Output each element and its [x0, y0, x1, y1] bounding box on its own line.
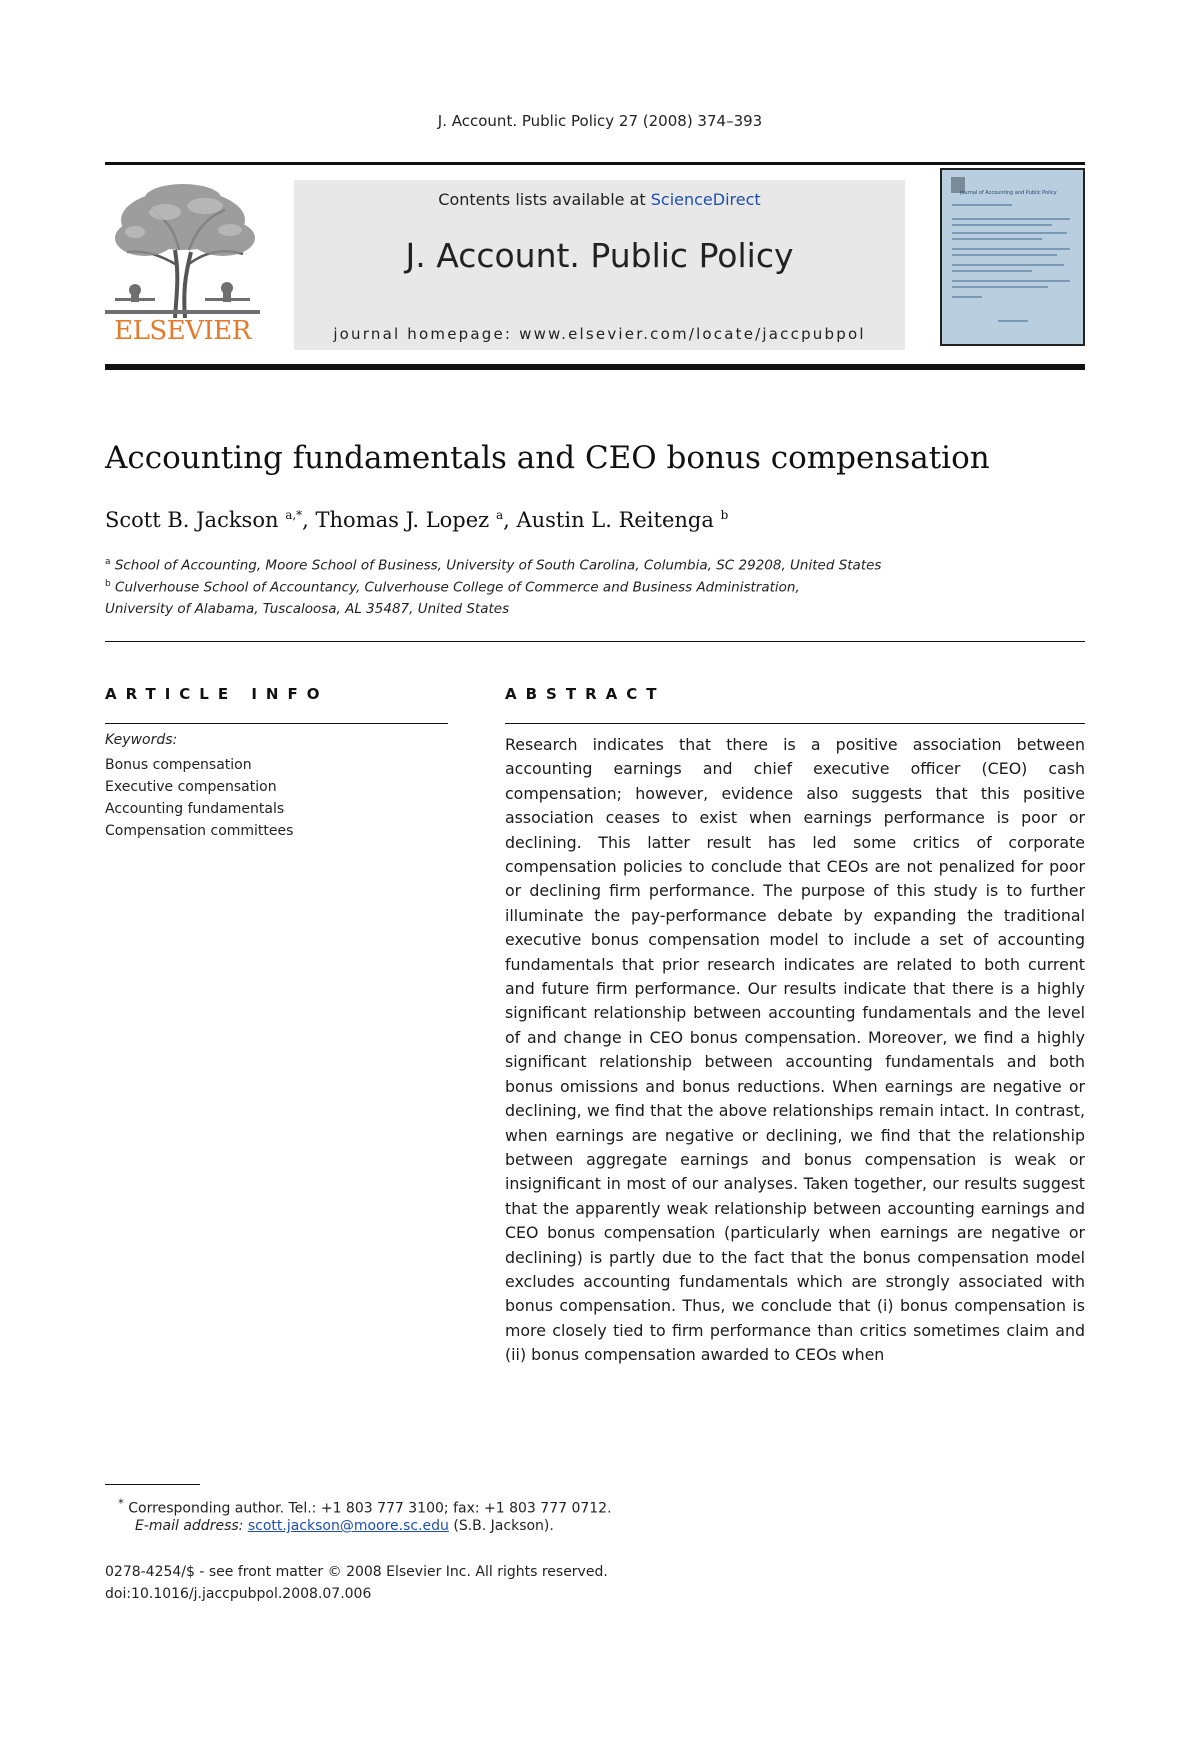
affiliation-mark: b — [105, 579, 111, 589]
journal-homepage-link[interactable]: journal homepage: www.elsevier.com/locate/jaccpubpol — [333, 325, 866, 343]
publisher-logo — [105, 180, 260, 350]
elsevier-tree-icon — [105, 180, 260, 320]
copyright-line: 0278-4254/$ - see front matter © 2008 Elsevier Inc. All rights reserved. — [105, 1564, 608, 1580]
keyword-item: Accounting fundamentals — [105, 801, 285, 817]
cover-title: Journal of Accounting and Public Policy — [960, 190, 1057, 196]
keyword-item: Bonus compensation — [105, 757, 252, 773]
cover-text-line — [952, 232, 1067, 234]
affiliation-mark: a — [105, 557, 111, 567]
cover-text-line — [952, 224, 1052, 226]
keywords-label: Keywords: — [105, 732, 178, 748]
email-footnote — [135, 1518, 1135, 1534]
journal-cover-thumbnail — [940, 168, 1085, 346]
author-affiliation-mark[interactable]: b — [720, 508, 729, 522]
corresponding-author-footnote — [118, 1496, 1118, 1517]
cover-text-line — [952, 238, 1042, 240]
contents-line — [294, 190, 905, 209]
affiliation — [105, 601, 1085, 617]
email-label: E-mail address: — [135, 1518, 248, 1534]
footnote-rule — [105, 1484, 200, 1485]
article-info-heading: ARTICLE INFO — [105, 685, 329, 703]
cover-text-line — [998, 320, 1028, 322]
cover-text-line — [952, 218, 1070, 220]
sciencedirect-link[interactable]: ScienceDirect — [650, 190, 761, 209]
cover-text-line — [952, 264, 1064, 266]
keyword-list — [105, 754, 293, 842]
article-title: Accounting fundamentals and CEO bonus compensation — [105, 440, 990, 476]
affiliation-text: Culverhouse School of Accountancy, Culverhouse College of Commerce and Business Administration, — [115, 579, 800, 596]
keyword-item: Executive compensation — [105, 779, 277, 795]
affiliation-text: School of Accounting, Moore School of Business, University of South Carolina, Columbia, SC 29208, United States — [114, 557, 882, 574]
cover-text-line — [952, 254, 1057, 256]
affiliation — [105, 579, 1085, 596]
cover-text-line — [952, 248, 1070, 250]
running-head: J. Account. Public Policy 27 (2008) 374–393 — [437, 112, 763, 130]
corresponding-author-text: Corresponding author. Tel.: +1 803 777 3100; fax: +1 803 777 0712. — [128, 1500, 612, 1517]
author-separator: , — [302, 508, 316, 532]
cover-text-line — [952, 296, 982, 298]
email-suffix: (S.B. Jackson). — [448, 1518, 554, 1534]
author-name: Thomas J. Lopez — [315, 508, 490, 532]
cover-text-line — [952, 286, 1048, 288]
author-affiliation-mark[interactable]: a,* — [285, 508, 303, 522]
affiliation-text: University of Alabama, Tuscaloosa, AL 35487, United States — [105, 601, 510, 617]
header-top-rule — [105, 162, 1085, 165]
author-name: Scott B. Jackson — [105, 508, 279, 532]
abstract-text: Research indicates that there is a positive association between accounting earnings and chief executive officer (CEO) cash compensation; however, evidence also suggests that this positive association ceases to exist when earnings performance is poor or declining. This latter result has led some critics of corporate compensation policies to conclude that CEOs are not penalized for poor or declining firm performance. The purpose of this study is to further illuminate the pay-performance debate by expanding the traditional executive bonus compensation model to include a set of accounting fundamentals that prior research indicates are related to both current and future firm performance. Our results indicate that there is a highly significant relationship between accounting fundamentals and the level of and change in CEO bonus compensation. Moreover, we find a highly significant relationship between accounting fundamentals and both bonus omissions and bonus reductions. When earnings are negative or declining, we find that the above relationships remain intact. In contrast, when earnings are negative or declining, we find that the relationship between aggregate earnings and bonus compensation is weak or insignificant in most of our analyses. Taken together, our results suggest that the apparently weak relationship between accounting earnings and CEO bonus compensation (particularly when earnings are negative or declining) is partly due to the fact that the bonus compensation model excludes accounting fundamentals which are strongly associated with bonus compensation. Thus, we conclude that (i) bonus compensation is more closely tied to firm performance than critics sometimes claim and (ii) bonus compensation awarded to CEOs when — [505, 735, 1085, 1365]
journal-title: J. Account. Public Policy — [405, 236, 794, 275]
author-separator: , — [503, 508, 517, 532]
journal-banner — [294, 180, 905, 350]
author-list — [105, 508, 1085, 532]
author-email-link[interactable]: scott.jackson@moore.sc.edu — [247, 1518, 449, 1534]
cover-text-line — [952, 280, 1070, 282]
keyword-item: Compensation committees — [105, 823, 294, 839]
abstract-rule — [505, 723, 1085, 724]
section-divider — [105, 641, 1085, 642]
author-name: Austin L. Reitenga — [516, 508, 714, 532]
author-affiliation-mark[interactable]: a — [495, 508, 504, 522]
article-info-rule — [105, 723, 448, 724]
contents-prefix: Contents lists available at — [438, 190, 651, 209]
affiliation — [105, 557, 1085, 574]
abstract-heading: ABSTRACT — [505, 685, 666, 703]
cover-text-line — [952, 270, 1032, 272]
cover-text-line — [952, 204, 1012, 206]
footnote-mark: * — [118, 1496, 124, 1510]
doi-line[interactable]: doi:10.1016/j.jaccpubpol.2008.07.006 — [105, 1586, 372, 1602]
header-bottom-rule — [105, 364, 1085, 370]
publisher-wordmark: ELSEVIER — [114, 316, 251, 346]
